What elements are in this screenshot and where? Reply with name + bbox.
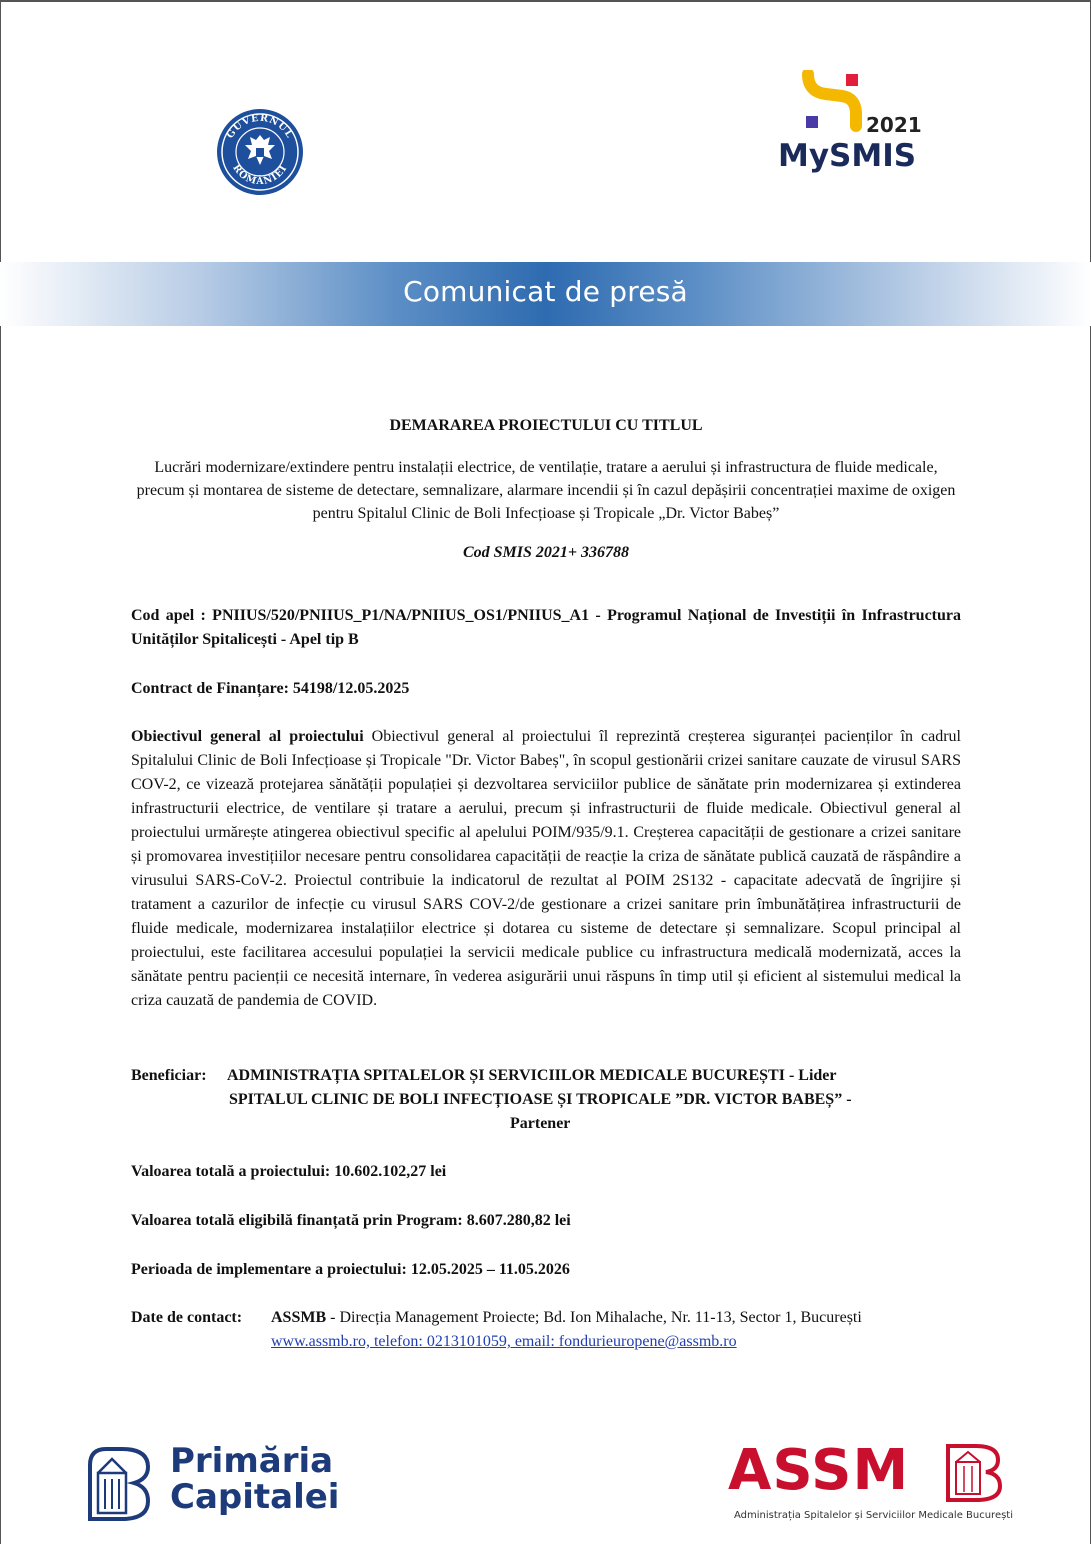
assmb-subtitle: Administrația Spitalelor și Serviciilor Medicale București [734,1510,1014,1521]
cod-apel: Cod apel : PNIIUS/520/PNIIUS_P1/NA/PNIIUS_OS1/PNIIUS_A1 - Programul Național de Investiții în Infrastructura Unităților Spitalicești - Apel tip B [131,607,961,648]
beneficiar-lider: ADMINISTRAȚIA SPITALELOR ȘI SERVICIILOR MEDICALE BUCUREȘTI - Lider [227,1067,837,1084]
document-title: DEMARAREA PROIECTULUI CU TITLUL [389,417,703,434]
valoare-eligibila: Valoarea totală eligibilă finanțată prin Program: 8.607.280,82 lei [131,1212,571,1229]
contact-address: - Direcția Management Proiecte; Bd. Ion Mihalache, Nr. 11-13, Sector 1, București [326,1309,862,1326]
contact-block [131,1306,961,1354]
valoare-totala: Valoarea totală a proiectului: 10.602.102,27 lei [131,1163,447,1180]
project-title: Lucrări modernizare/extindere pentru instalații electrice, de ventilație, tratare a aerului și infrastructura de fluide medicale, precum și montarea de sisteme de detectare, semnalizare, alarmare incendii și în cazul depășirii concentrației maxime de oxigen pentru Spitalul Clinic de Boli Infecțioase și Tropicale „Dr. Victor Babeș” [136,459,956,522]
contact-label: Date de contact: [131,1309,243,1326]
beneficiar-block [131,1064,961,1136]
cod-smis: Cod SMIS 2021+ 336788 [462,544,630,561]
beneficiar-partener-role: Partener [510,1115,571,1132]
contract-finantare: Contract de Finanțare: 54198/12.05.2025 [131,680,410,697]
primaria-emblem-icon [86,1445,152,1521]
contact-link[interactable]: www.assmb.ro, telefon: 0213101059, email: fondurieuropene@assmb.ro [271,1333,737,1350]
obiectiv-text: Obiectivul general al proiectului îl reprezintă creșterea siguranței pacienților în cadrul Spitalului Clinic de Boli Infecțioase și Tropicale "Dr. Victor Babeș", în scopul gestionării crizei sanitare cauzate de virusul SARS COV-2, ce vizează protejarea sănătății populației și dezvoltarea serviciilor publice de sănătate prin modernizarea și extinderea infrastructurii electrice, de ventilare și tratare a aerului, precum și infrastructurii de fluide medicale. Obiectivul general al proiectului urmărește atingerea obiectivul specific al apelului POIM/935/9.1. Creșterea capacității de gestionare a crizei sanitare și promovarea investițiilor necesare pentru consolidarea capacității de reacție la criza de sănătate publică cauzată de răspândire a virusului SARS-CoV-2. Proiectul contribuie la indicatorul de rezultat al POIM 2S132 - capacitate adecvată de îngrijire și tratament a cazurilor de infecție cu virusul SARS COV-2/de gestionare a crizei sanitare prin îmbunătățirea infrastructurii de fluide medicale, modernizarea instalațiilor electrice și dotarea cu sisteme de detectare și semnalizare. Scopul principal al proiectului, este facilitarea accesului populației la servicii medicale publice cu infrastructura medicală modernizată, acces la sănătate pentru pacienții ce necesită internare, în vederea asigurării unui răspuns în timp util și eficient al sistemului medical la criza cauzată de pandemia de COVID. [131,728,961,1009]
banner-title: Comunicat de presă [403,275,688,308]
beneficiar-partener: SPITALUL CLINIC DE BOLI INFECȚIOASE ȘI TROPICALE ”DR. VICTOR BABEȘ” - [229,1091,852,1108]
contact-org: ASSMB [271,1309,327,1326]
primaria-line1: Primăria [170,1441,334,1481]
seal-text-bottom: ROMÂNIEI [230,162,290,188]
press-release-banner [0,262,1091,326]
beneficiar-label: Beneficiar: [131,1067,207,1084]
mysmis-logo [776,70,926,174]
mysmis-name: MySMIS [778,138,917,174]
perioada-implementare: Perioada de implementare a proiectului: 12.05.2025 – 11.05.2026 [131,1261,570,1278]
obiectiv-label: Obiectivul general al proiectului [131,728,364,745]
assmb-name: ASSM [728,1438,910,1503]
government-seal-logo [208,107,312,197]
mysmis-year: 2021 [866,113,922,137]
primaria-line2: Capitalei [170,1477,340,1517]
obiectiv-paragraph [131,725,961,1013]
seal-text-top: GUVERNUL [224,112,296,141]
primaria-capitalei-logo [86,1443,366,1523]
assmb-b-emblem-icon [944,1442,1002,1502]
assmb-logo [728,1440,1018,1530]
